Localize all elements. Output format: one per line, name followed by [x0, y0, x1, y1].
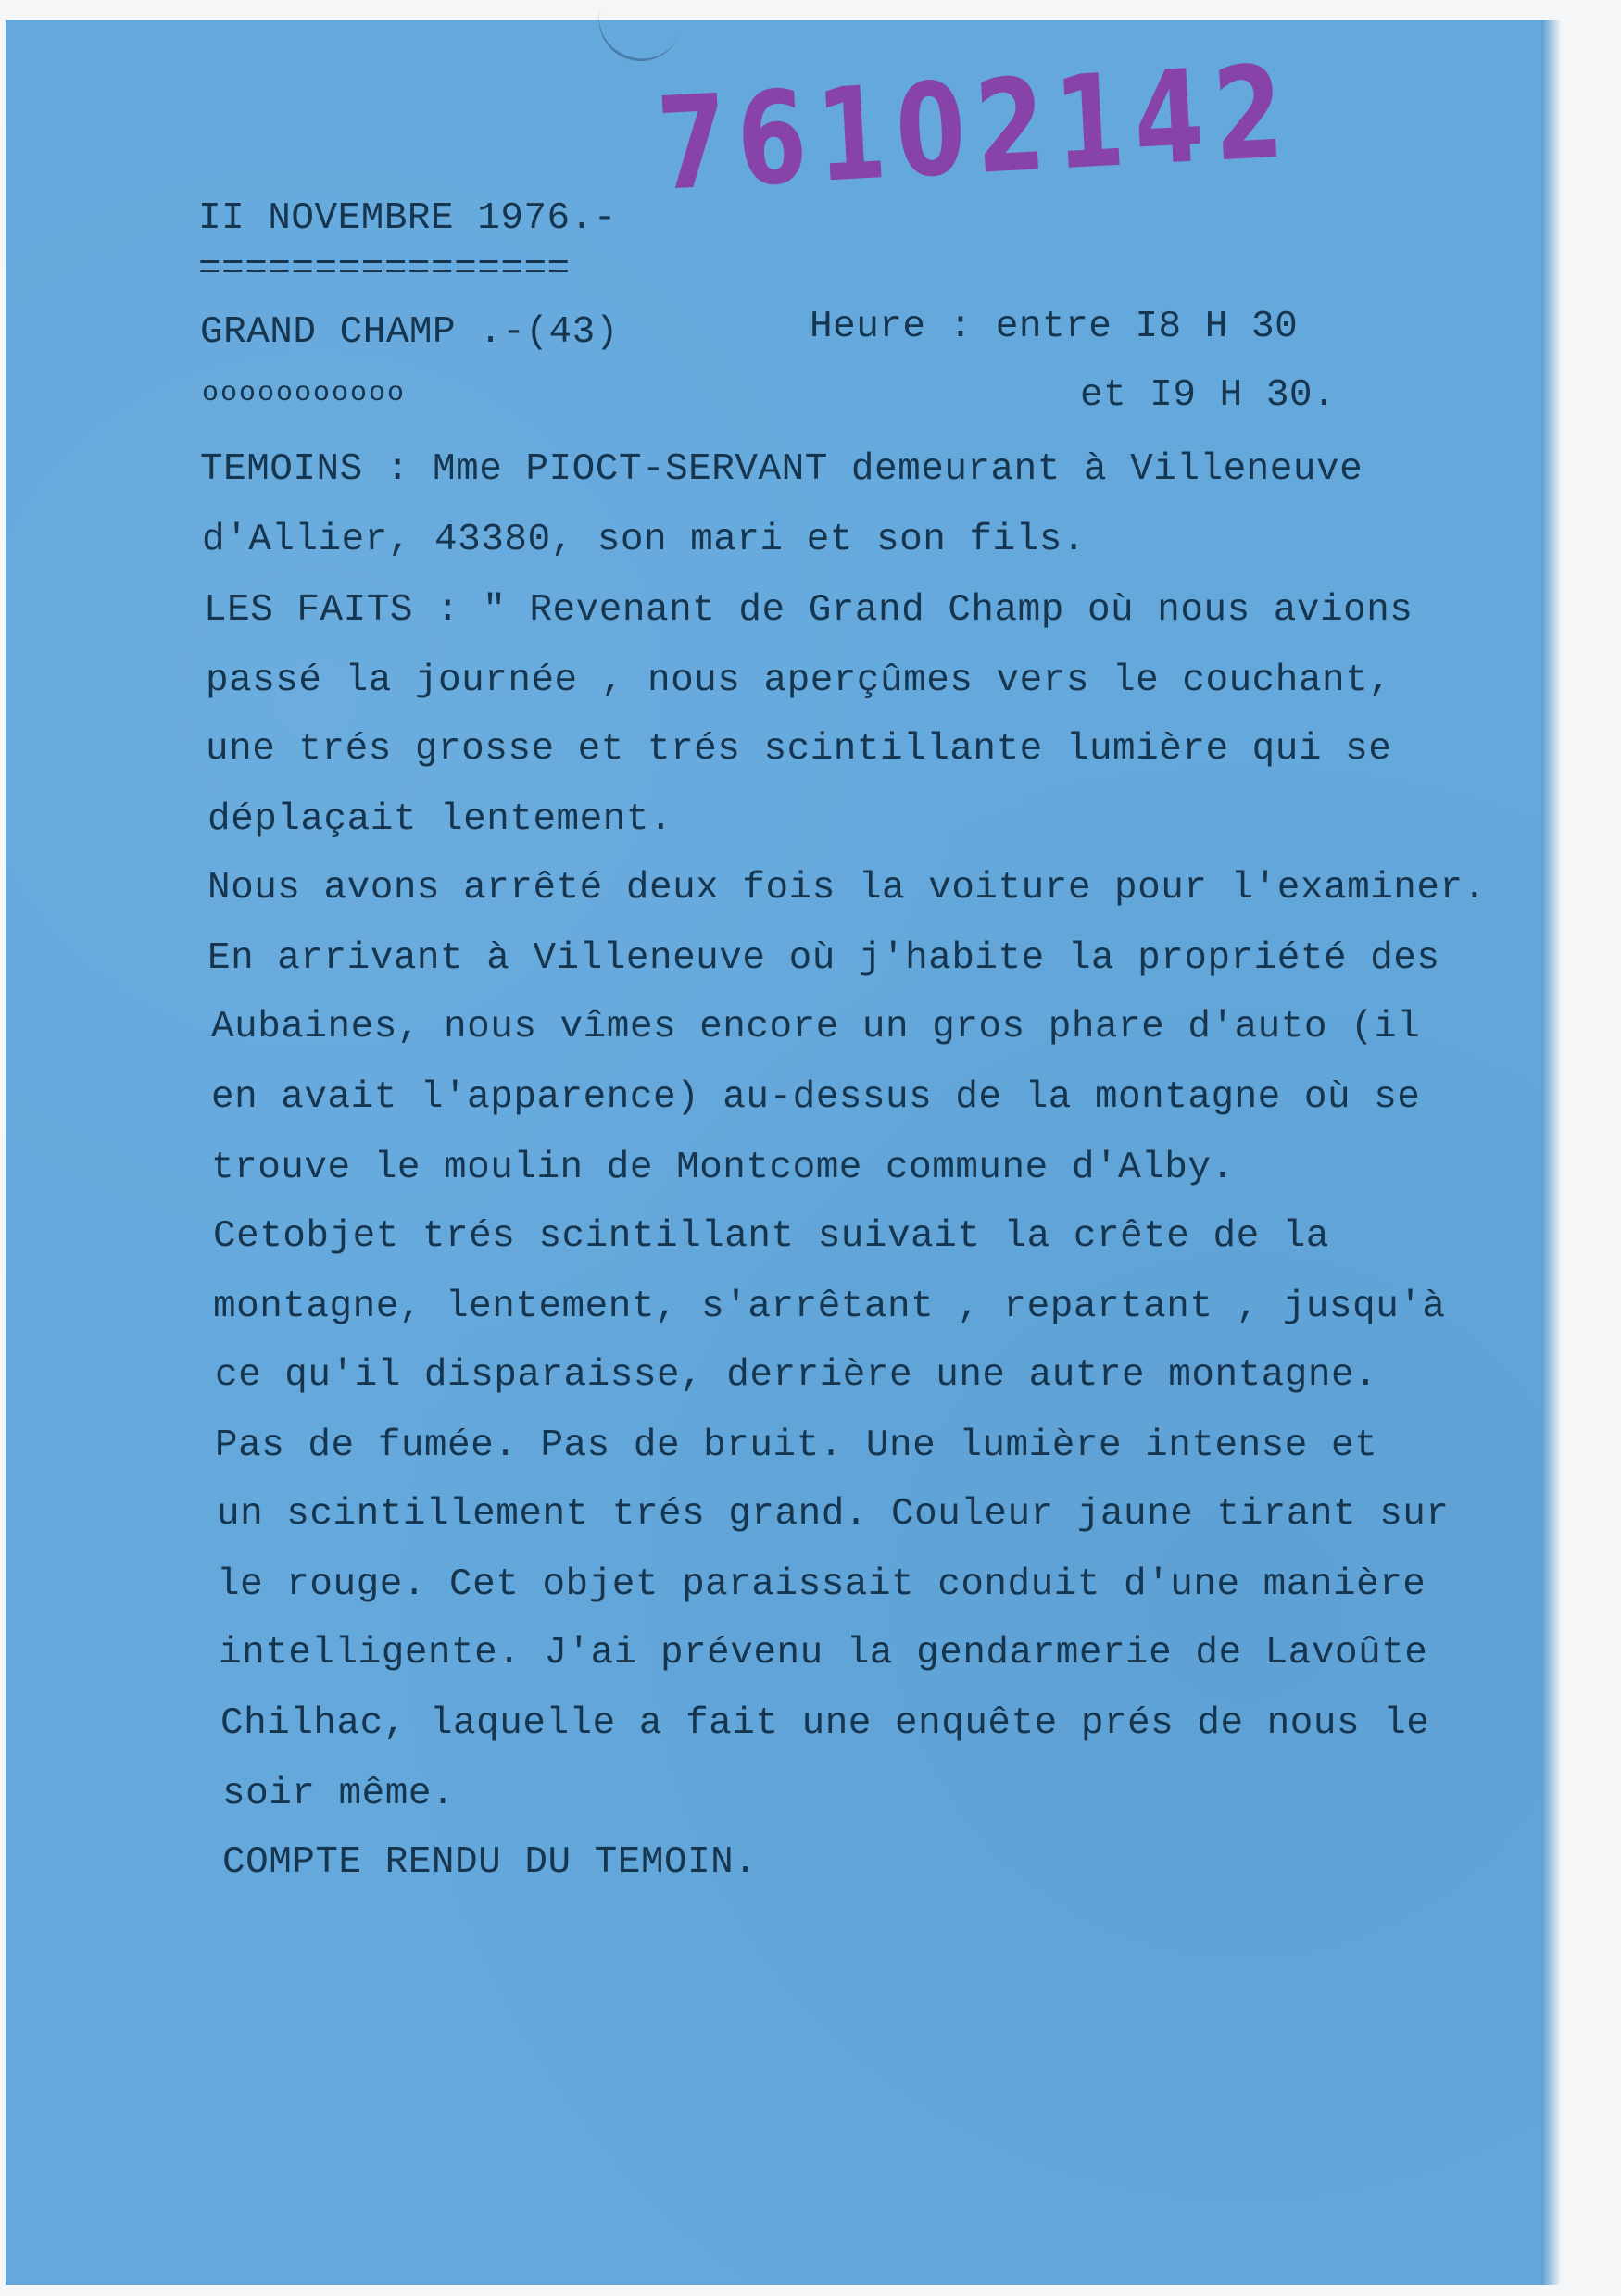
archive-number-stamp: 76102142 [654, 37, 1298, 220]
body-line: Pas de fumée. Pas de bruit. Une lumière intense et [215, 1424, 1378, 1467]
body-line: En arrivant à Villeneuve où j'habite la propriété des [207, 937, 1440, 980]
body-line: d'Allier, 43380, son mari et son fils. [202, 519, 1086, 561]
body-line: un scintillement trés grand. Couleur jaune tirant sur [217, 1493, 1450, 1536]
body-line: déplaçait lentement. [207, 798, 673, 841]
time-line-1: Heure : entre I8 H 30 [810, 306, 1299, 348]
body-line: Chilhac, laquelle a fait une enquête prés de nous le [220, 1702, 1430, 1745]
body-line: TEMOINS : Mme PIOCT-SERVANT demeurant à Villeneuve [200, 448, 1363, 491]
time-line-2: et I9 H 30. [1080, 374, 1337, 417]
date-underline: ================ [198, 248, 571, 291]
body-line: Nous avons arrêté deux fois la voiture pour l'examiner. [207, 867, 1487, 910]
body-line: ce qu'il disparaisse, derrière une autre montagne. [215, 1354, 1378, 1397]
body-line: Cetobjet trés scintillant suivait la crête de la [213, 1215, 1329, 1258]
body-line: le rouge. Cet objet paraissait conduit d'une manière [217, 1563, 1426, 1606]
body-line: montagne, lentement, s'arrêtant , repartant , jusqu'à [213, 1286, 1446, 1328]
date-line: II NOVEMBRE 1976.- [198, 197, 617, 240]
body-line: passé la journée , nous aperçûmes vers le couchant, [206, 659, 1392, 702]
body-line: une trés grosse et trés scintillante lumière qui se [206, 728, 1392, 771]
location-underline: ooooooooooo [202, 378, 407, 409]
body-line: LES FAITS : " Revenant de Grand Champ où nous avions [204, 589, 1414, 632]
body-line: intelligente. J'ai prévenu la gendarmerie de Lavoûte [219, 1632, 1428, 1675]
body-line: soir même. [222, 1773, 456, 1815]
paper-edge-shadow [1541, 20, 1560, 2285]
body-line: trouve le moulin de Montcome commune d'Alby. [211, 1147, 1235, 1189]
body-line: COMPTE RENDU DU TEMOIN. [222, 1841, 758, 1884]
location-line: GRAND CHAMP .-(43) [200, 311, 619, 354]
body-line: Aubaines, nous vîmes encore un gros phare d'auto (il [211, 1006, 1421, 1048]
body-line: en avait l'apparence) au-dessus de la montagne où se [211, 1076, 1421, 1119]
